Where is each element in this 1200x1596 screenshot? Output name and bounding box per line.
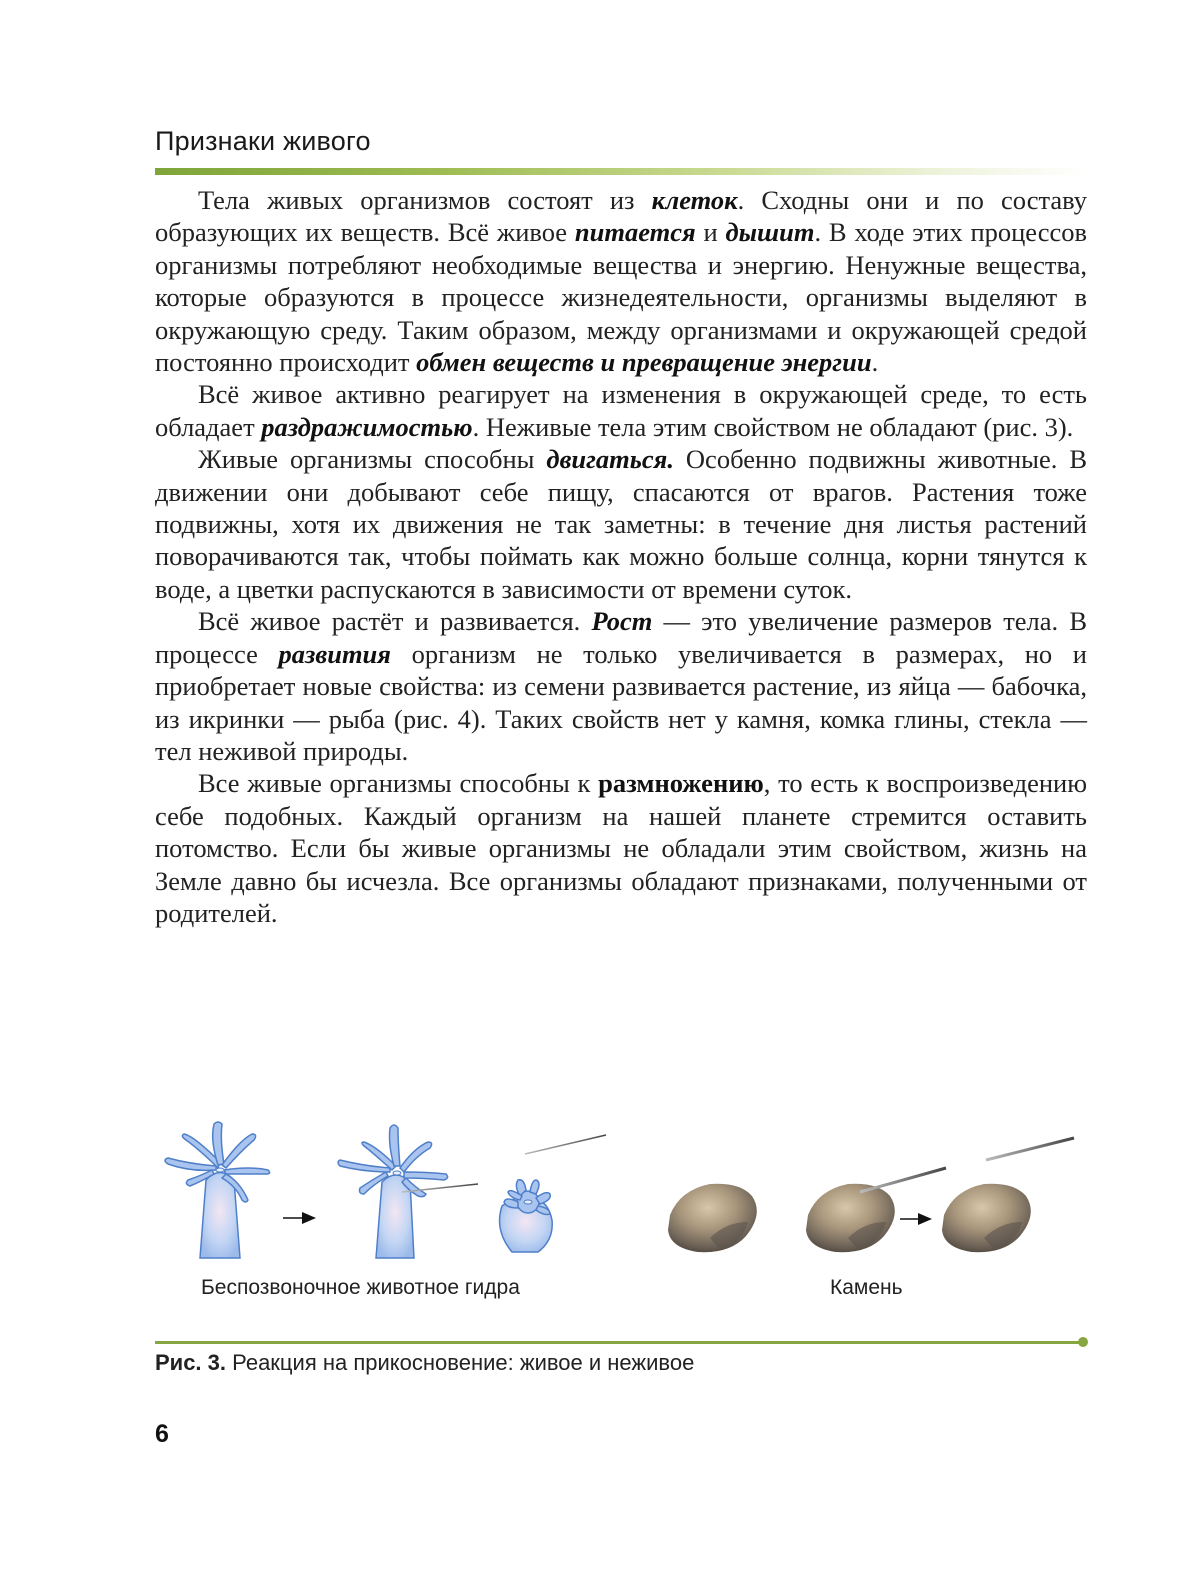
stone-after-touch xyxy=(942,1184,1031,1252)
figure-label-stone: Камень xyxy=(830,1276,903,1299)
text-run: и xyxy=(695,217,726,248)
arrow-icon xyxy=(283,1212,316,1224)
hydra-touched xyxy=(338,1125,448,1258)
needle-withdrawn xyxy=(525,1135,606,1154)
needle-touching-stone xyxy=(860,1168,946,1192)
caption-divider xyxy=(155,1341,1083,1344)
paragraph-reproduction xyxy=(155,767,1087,929)
caption-divider-dot xyxy=(1078,1337,1088,1347)
text-run: Всё живое активно реагирует на изменения в окружающей среде, то есть обладает xyxy=(155,379,1087,442)
text-run: . Сходны они и по составу образующих их веществ. Всё живое xyxy=(155,185,1088,248)
figure-number: Рис. 3. xyxy=(155,1350,227,1375)
hydra-contracted xyxy=(500,1180,553,1252)
key-term: развития xyxy=(278,638,391,669)
text-run: . В ходе этих процессов организмы потребляют необходимые вещества и энергию. Ненужные вещества, которые образуются в процессе жизнедеятельности, организмы выделяют в окружающую среду. Таким образом, между организмами и окружающей средой постоянно происходит xyxy=(155,217,1088,378)
text-run: Все живые организмы способны к xyxy=(198,768,599,799)
figure-label-hydra: Беспозвоночное животное гидра xyxy=(201,1276,520,1299)
key-term: двигаться. xyxy=(546,444,674,475)
paragraph-irritability xyxy=(155,378,1087,443)
paragraph-movement xyxy=(155,443,1087,605)
key-term: раздражимостью xyxy=(261,411,473,442)
paragraph-cells xyxy=(155,184,1087,378)
hydra-relaxed xyxy=(165,1122,270,1258)
needle-withdrawn-stone xyxy=(986,1138,1074,1160)
figure-caption xyxy=(155,1350,694,1376)
text-run: Живые организмы способны xyxy=(198,444,547,475)
figure-illustration xyxy=(150,1110,1110,1280)
text-run: организм не только увеличивается в размерах, но и приобретает новые свойства: из семени развивается растение, из яйца — бабочка, из икринки — рыба (рис. 4). Таких свойств нет у камня, комка глины, стекла — тел неживой природы. xyxy=(155,638,1087,766)
section-title: Признаки живого xyxy=(155,126,371,156)
key-term: дышит xyxy=(725,217,815,248)
text-run: Особенно подвижны животные. В движении они добывают себе пищу, спасаются от врагов. Растения тоже подвижны, хотя их движения не так заметны: в течение дня листья растений поворачиваются так, чтобы поймать как можно больше солнца, корни тянутся к воде, а цветки распускаются в зависимости от времени суток. xyxy=(155,444,1087,604)
arrow-icon xyxy=(900,1213,932,1225)
key-term: клеток xyxy=(651,185,738,215)
stone-touched xyxy=(806,1184,895,1252)
stone-untouched xyxy=(668,1184,757,1252)
figure-caption-text: Реакция на прикосновение: живое и неживое xyxy=(226,1350,695,1375)
text-run: , то есть к воспроизведению себе подобных. Каждый организм на нашей планете стремится оставить потомство. Если бы живые организмы не обладали этим свойством, жизнь на Земле давно бы исчезла. Все организмы обладают признаками, полученными от родителей. xyxy=(155,768,1088,928)
text-run: . Неживые тела этим свойством не обладают (рис. 3). xyxy=(472,411,1074,442)
text-run: Всё живое растёт и развивается. xyxy=(198,606,592,637)
key-term: питается xyxy=(574,217,696,248)
text-run: Тела живых организмов состоят из xyxy=(198,185,652,215)
key-term: Рост xyxy=(591,606,653,637)
key-term: обмен веществ и превращение энергии xyxy=(416,347,872,378)
title-underline-bar xyxy=(155,168,1085,175)
paragraph-growth xyxy=(155,605,1087,767)
key-term: размножению xyxy=(598,768,764,799)
text-run: . xyxy=(871,347,879,378)
body-text xyxy=(155,184,1087,929)
text-run: — это увеличение размеров тела. В процессе xyxy=(155,606,1088,669)
page-number: 6 xyxy=(155,1420,169,1448)
